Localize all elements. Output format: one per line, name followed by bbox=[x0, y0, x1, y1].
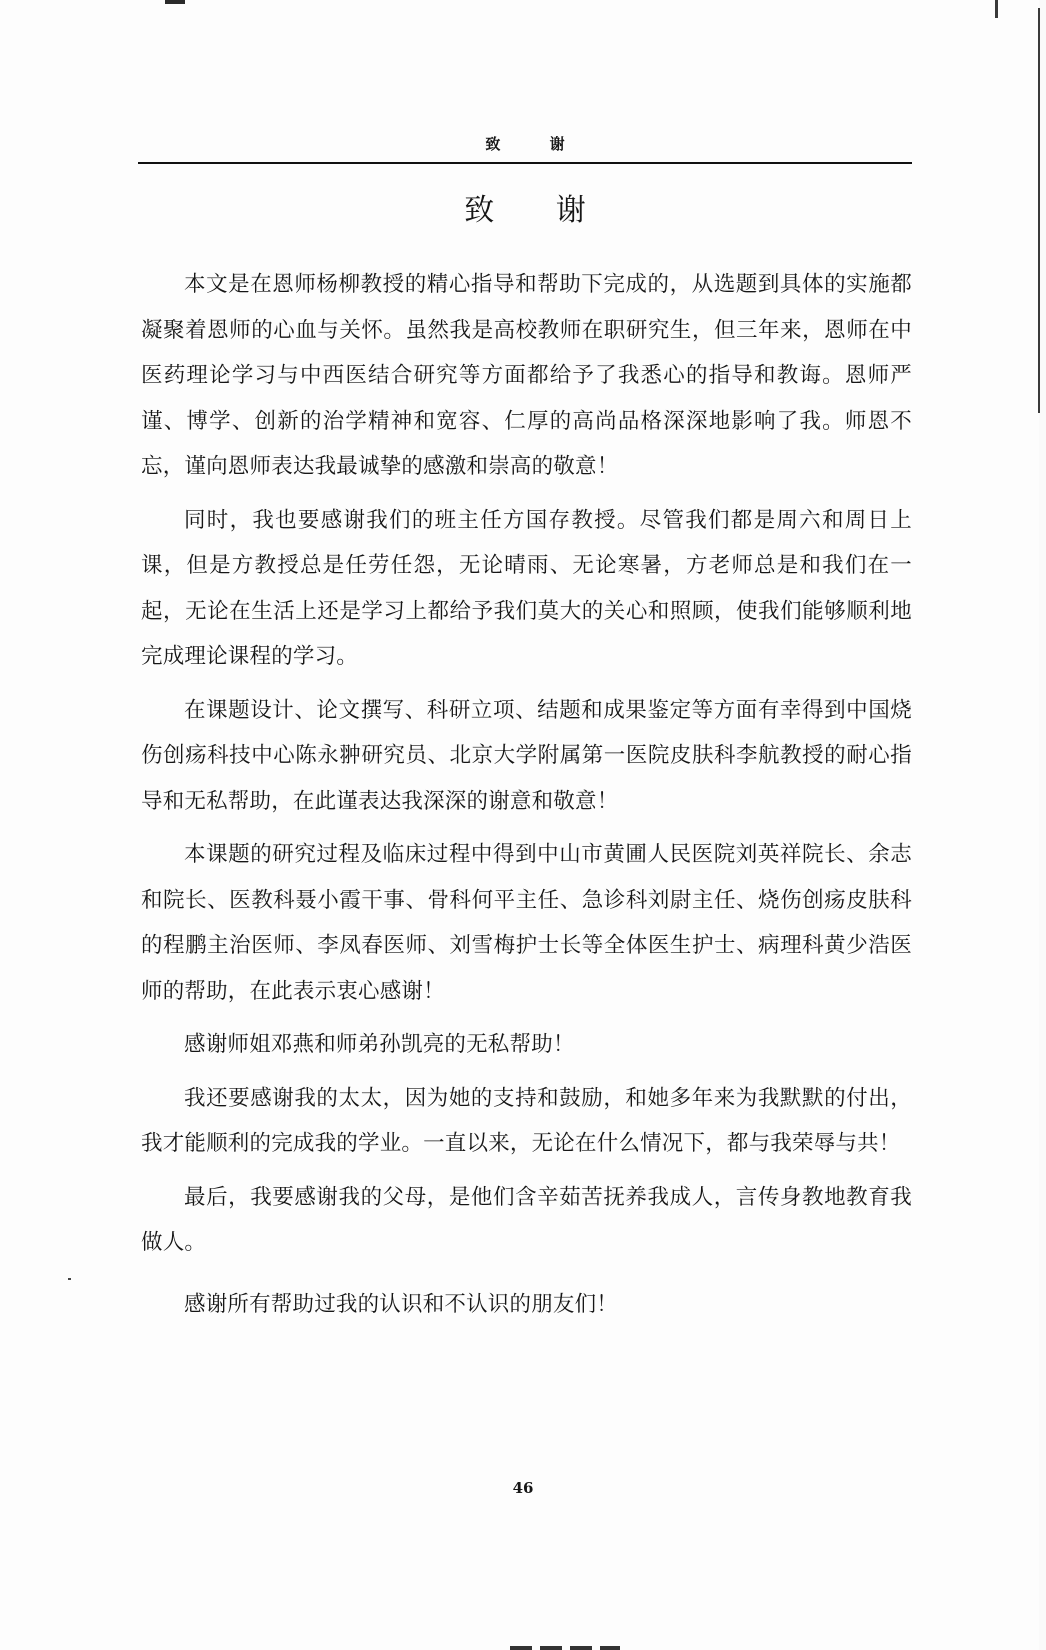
scan-artifact-right-line bbox=[1038, 8, 1040, 413]
paragraph-class-teacher: 同时，我也要感谢我们的班主任方国存教授。尽管我们都是周六和周日上课，但是方教授总是任劳任怨，无论晴雨、无论寒暑，方老师总是和我们在一起，无论在生活上还是学习上都给予我们莫大的关心和照顾，使我们能够顺利地完成理论课程的学习。 bbox=[141, 507, 912, 669]
scan-artifact-corner bbox=[995, 0, 998, 18]
paragraph-wife: 我还要感谢我的太太，因为她的支持和鼓励，和她多年来为我默默的付出，我才能顺利的完成我的学业。一直以来，无论在什么情况下，都与我荣辱与共！ bbox=[141, 1085, 912, 1156]
scan-artifact-right-edge bbox=[1039, 0, 1046, 1650]
page-title: 致 谢 bbox=[464, 193, 612, 228]
running-header: 致 谢 bbox=[485, 135, 587, 153]
scan-artifact-dot bbox=[68, 1278, 71, 1280]
paragraph-parents: 最后，我要感谢我的父母，是他们含辛茹苦抚养我成人，言传身教地教育我做人。 bbox=[141, 1184, 912, 1255]
paragraph-classmates: 感谢师姐邓燕和师弟孙凯亮的无私帮助！ bbox=[184, 1032, 575, 1057]
paragraph-advisor: 本文是在恩师杨柳教授的精心指导和帮助下完成的，从选题到具体的实施都凝聚着恩师的心血与关怀。虽然我是高校教师在职研究生，但三年来，恩师在中医药理论学习与中西医结合研究等方面都给予了我悉心的指导和教诲。恩师严谨、博学、创新的治学精神和宽容、仁厚的高尚品格深深地影响了我。师恩不忘，谨向恩师表达我最诚挚的感激和崇高的敬意！ bbox=[141, 272, 912, 479]
scan-artifact-top bbox=[165, 0, 185, 4]
header-rule bbox=[138, 162, 912, 164]
page-number: 46 bbox=[512, 1479, 534, 1497]
scan-artifact-bottom bbox=[510, 1646, 620, 1650]
paragraph-research-guidance: 在课题设计、论文撰写、科研立项、结题和成果鉴定等方面有幸得到中国烧伤创疡科技中心陈永翀研究员、北京大学附属第一医院皮肤科李航教授的耐心指导和无私帮助，在此谨表达我深深的谢意和敬意！ bbox=[141, 697, 912, 814]
paragraph-hospital-staff: 本课题的研究过程及临床过程中得到中山市黄圃人民医院刘英祥院长、余志和院长、医教科聂小霞干事、骨科何平主任、急诊科刘尉主任、烧伤创疡皮肤科的程鹏主治医师、李凤春医师、刘雪梅护士长等全体医生护士、病理科黄少浩医师的帮助，在此表示衷心感谢！ bbox=[141, 842, 912, 1004]
paragraph-friends: 感谢所有帮助过我的认识和不认识的朋友们！ bbox=[184, 1291, 619, 1317]
body-text bbox=[141, 262, 912, 1327]
